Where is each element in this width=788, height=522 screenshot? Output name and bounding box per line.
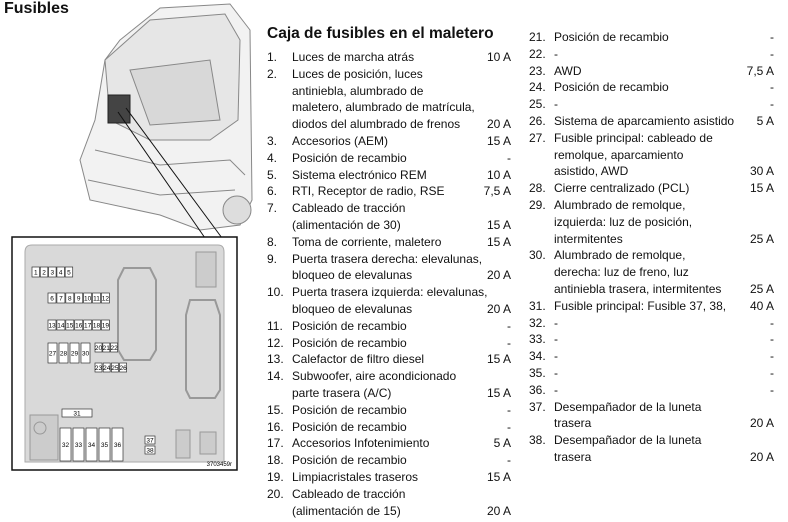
- fuse-description: -: [554, 332, 558, 347]
- fuse-entry: [529, 79, 774, 96]
- fuse-entry: [529, 113, 774, 130]
- fuse-entry: [267, 66, 511, 133]
- fuse-amperage: 20 A: [749, 416, 774, 431]
- fuse-amperage: 15 A: [486, 469, 511, 484]
- fuse-entry: [267, 351, 511, 368]
- fuse-number: 14.: [267, 369, 284, 384]
- fuse-entry: [529, 29, 774, 46]
- fuse-number: 37.: [529, 399, 546, 414]
- fuse-number: 21.: [529, 30, 546, 44]
- fuse-entry: [529, 197, 774, 247]
- fuse-description: Sistema de aparcamiento asistido: [554, 113, 735, 128]
- fuse-entry: [267, 200, 511, 234]
- fuse-slot-label: 36: [113, 442, 122, 449]
- fuse-number: 2.: [267, 66, 278, 81]
- fuse-amperage: 15 A: [486, 385, 511, 400]
- fuse-slot-label: 7: [59, 295, 63, 303]
- fuse-slot-label: 4: [58, 269, 63, 277]
- fuse-description: Posición de recambio: [292, 335, 407, 350]
- fuse-number: 36.: [529, 382, 546, 397]
- fuse-description: Cableado de tracción (alimentación de 30): [292, 201, 406, 232]
- fuse-entry: [267, 167, 511, 184]
- fuse-list-heading: Caja de fusibles en el maletero: [267, 25, 494, 42]
- fuse-amperage: -: [770, 349, 774, 364]
- fuse-amperage: 10 A: [486, 167, 511, 182]
- fuse-slot-label: 15: [66, 322, 74, 330]
- fuse-description: Posición de recambio: [554, 80, 669, 95]
- fuse-description: Cableado de tracción (alimentación de 15): [292, 486, 406, 518]
- fuse-number: 30.: [529, 248, 546, 263]
- fuse-description: Desempañador de la luneta trasera: [554, 433, 702, 464]
- fuse-slot-label: 1: [33, 269, 38, 277]
- fuse-entry: [529, 348, 774, 365]
- fuse-amperage: -: [770, 46, 774, 61]
- fuse-slot-label: 12: [101, 295, 110, 303]
- fuse-amperage: 5 A: [493, 436, 511, 451]
- fuse-entry: [267, 435, 511, 452]
- fuse-amperage: -: [507, 318, 511, 333]
- fuse-amperage: 7,5 A: [483, 184, 511, 199]
- fuse-number: 25.: [529, 97, 546, 112]
- fuse-amperage: 20 A: [486, 301, 511, 316]
- fuse-entry: [529, 315, 774, 332]
- fuse-description: Calefactor de filtro diesel: [292, 352, 425, 367]
- fuse-number: 20.: [267, 486, 284, 501]
- fuse-entry: [267, 318, 511, 335]
- fuse-number: 3.: [267, 133, 278, 148]
- fuse-entry: [267, 251, 511, 285]
- fuse-amperage: -: [507, 150, 511, 165]
- fuse-entry: [529, 382, 774, 399]
- fuse-number: 38.: [529, 433, 546, 448]
- fuse-slot-label: 25: [111, 365, 119, 372]
- fuse-entry: [529, 298, 774, 315]
- fuse-description: Sistema electrónico REM: [292, 167, 427, 182]
- fuse-amperage: 20 A: [749, 449, 774, 464]
- fuse-amperage: 20 A: [486, 268, 511, 283]
- fuse-number: 17.: [267, 436, 284, 451]
- fuse-number: 6.: [267, 184, 278, 199]
- fuse-amperage: -: [507, 453, 511, 468]
- fuse-description: AWD: [554, 63, 582, 78]
- fuse-number: 9.: [267, 251, 278, 266]
- fuse-entry: [529, 96, 774, 113]
- fuse-number: 34.: [529, 349, 546, 364]
- fuse-description: Luces de marcha atrás: [292, 50, 415, 64]
- fuse-slot-label: 2: [42, 269, 46, 277]
- fuse-entry: [529, 399, 774, 433]
- fuse-slot-label: 29: [70, 350, 79, 358]
- fuse-description: Cierre centralizado (PCL): [554, 181, 690, 196]
- fuse-entry: [267, 133, 511, 150]
- fuse-entry: [267, 419, 511, 436]
- fuse-description: Alumbrado de remolque, derecha: luz de freno, luz antiniebla trasera, intermitentes: [554, 248, 722, 296]
- fuse-amperage: 15 A: [486, 217, 511, 232]
- fuse-slot-label: 13: [48, 322, 56, 330]
- fuse-entry: [529, 432, 774, 466]
- fuse-amperage: 5 A: [756, 113, 774, 128]
- car-illustration: [0, 0, 262, 240]
- fuse-description: Alumbrado de remolque, izquierda: luz de posición, intermitentes: [554, 197, 693, 246]
- fuse-entry: [529, 331, 774, 348]
- fuse-description: -: [554, 46, 558, 61]
- fuse-entry: [529, 247, 774, 297]
- fuse-number: 1.: [267, 50, 278, 64]
- fuse-number: 10.: [267, 285, 284, 300]
- fuse-entry: [267, 150, 511, 167]
- fuse-slot-label: 37: [146, 437, 154, 445]
- fuse-number: 27.: [529, 130, 546, 145]
- fuse-number: 26.: [529, 113, 546, 128]
- fuse-amperage: 30 A: [749, 164, 774, 179]
- fuse-entry: [267, 335, 511, 352]
- fuse-slot-label: 34: [87, 442, 96, 449]
- fuse-slot-label: 11: [93, 295, 100, 303]
- fuse-slot-label: 8: [67, 295, 72, 303]
- fuse-entry: [267, 486, 511, 520]
- fuse-number: 19.: [267, 469, 284, 484]
- fuse-slot-label: 28: [59, 350, 68, 358]
- fuse-description: Posición de recambio: [292, 402, 407, 417]
- fuse-description: Accesorios Infotenimiento: [292, 436, 430, 451]
- fuse-slot-label: 6: [50, 295, 54, 303]
- fuse-slot-label: 32: [61, 442, 70, 449]
- fuse-description: Fusible principal: Fusible 37, 38,: [554, 298, 727, 313]
- fuse-entry: [529, 180, 774, 197]
- fuse-description: Posición de recambio: [292, 318, 407, 333]
- fuse-entry: [267, 49, 511, 66]
- fuse-slot-label: 21: [102, 345, 110, 352]
- fuse-number: 12.: [267, 335, 284, 350]
- fuse-number: 29.: [529, 197, 546, 212]
- fuse-amperage: -: [770, 80, 774, 95]
- fuse-description: Puerta trasera izquierda: elevalunas, bloqueo de elevalunas: [292, 285, 488, 316]
- fuse-amperage: -: [770, 382, 774, 397]
- fuse-entry: [267, 284, 511, 318]
- fuse-slot-label: 38: [146, 447, 154, 455]
- fuse-entry: [267, 469, 511, 486]
- fuse-number: 5.: [267, 167, 278, 182]
- fuse-amperage: -: [770, 365, 774, 380]
- fuse-entry: [267, 402, 511, 419]
- fuse-slot-label: 22: [110, 345, 118, 352]
- fuse-amperage: -: [507, 335, 511, 350]
- fuse-number: 7.: [267, 201, 278, 216]
- fuse-number: 15.: [267, 402, 284, 417]
- fuse-amperage: 10 A: [486, 50, 511, 64]
- fuse-entry: [267, 368, 511, 402]
- fuse-number: 22.: [529, 46, 546, 61]
- fuse-amperage: 15 A: [486, 352, 511, 367]
- fuse-number: 24.: [529, 80, 546, 95]
- fuse-amperage: 40 A: [749, 298, 774, 313]
- fuse-slot-label: 35: [100, 442, 109, 449]
- fuse-description: RTI, Receptor de radio, RSE: [292, 184, 445, 199]
- fuse-number: 11.: [267, 318, 283, 333]
- fuse-description: -: [554, 365, 558, 380]
- fuse-entry: [267, 452, 511, 469]
- fuse-description: Luces de posición, luces antiniebla, alumbrado de maletero, alumbrado de matrícula, diodos del alumbrado de frenos: [292, 66, 475, 132]
- fuse-slot-label: 9: [76, 295, 81, 303]
- fuse-number: 31.: [529, 298, 546, 313]
- fuse-slot-label: 5: [67, 269, 71, 277]
- diagram-code: 3703459r: [206, 462, 232, 468]
- fuse-description: -: [554, 97, 558, 112]
- fuse-slot-label: 20: [94, 345, 103, 352]
- fuse-amperage: 15 A: [486, 234, 511, 249]
- fuse-description: Subwoofer, aire acondicionado parte trasera (A/C): [292, 369, 457, 400]
- fuse-slot-label: 24: [103, 365, 111, 372]
- fuse-slot-label: 33: [74, 442, 83, 449]
- fuse-slot-label: 14: [57, 322, 65, 330]
- fuse-amperage: -: [770, 97, 774, 112]
- fuse-number: 28.: [529, 181, 546, 196]
- fuse-description: Posición de recambio: [292, 150, 407, 165]
- fuse-amperage: 20 A: [486, 117, 511, 132]
- fuse-slot-label: 31: [73, 410, 81, 418]
- fuse-box-diagram: [0, 230, 262, 480]
- fuse-number: 35.: [529, 365, 546, 380]
- fuse-amperage: 7,5 A: [746, 63, 774, 78]
- fuse-amperage: -: [770, 315, 774, 330]
- fuse-amperage: -: [507, 419, 511, 434]
- fuse-description: Limpiacristales traseros: [292, 469, 419, 484]
- fuse-description: -: [554, 315, 558, 330]
- fuse-description: Accesorios (AEM): [292, 133, 389, 148]
- fuse-amperage: 25 A: [749, 231, 774, 246]
- fuse-entry: [529, 130, 774, 180]
- fuse-number: 13.: [267, 352, 284, 367]
- fuse-slot-label: 27: [48, 350, 57, 358]
- fuse-amperage: 20 A: [486, 503, 511, 518]
- fuse-description: Puerta trasera derecha: elevalunas, bloqueo de elevalunas: [292, 251, 483, 283]
- fuse-entry: [529, 63, 774, 80]
- fuse-entry: [529, 365, 774, 382]
- fuse-description: Posición de recambio: [554, 30, 669, 44]
- fuse-description: Posición de recambio: [292, 419, 407, 434]
- fuse-description: -: [554, 382, 558, 397]
- fuse-list-left: [267, 49, 511, 519]
- fuse-amperage: -: [770, 30, 774, 44]
- fuse-description: Toma de corriente, maletero: [292, 234, 442, 249]
- fuse-amperage: 15 A: [486, 133, 511, 148]
- fuse-number: 33.: [529, 332, 546, 347]
- fuse-slot-label: 10: [83, 295, 92, 303]
- fuse-description: Desempañador de la luneta trasera: [554, 399, 702, 431]
- section-title: Fusibles: [4, 0, 69, 17]
- fuse-amperage: 15 A: [749, 181, 774, 196]
- fuse-entry: [529, 46, 774, 63]
- fuse-number: 18.: [267, 453, 284, 468]
- fuse-entry: [267, 234, 511, 251]
- fuse-slot-label: 16: [75, 322, 83, 330]
- fuse-slot-label: 26: [119, 365, 127, 372]
- fuse-slot-label: 19: [101, 322, 110, 330]
- fuse-slot-label: 23: [94, 365, 103, 372]
- fuse-entry: [267, 183, 511, 200]
- fuse-number: 8.: [267, 234, 278, 249]
- fuse-amperage: -: [770, 332, 774, 347]
- fuse-amperage: 25 A: [749, 281, 774, 296]
- fuse-list-right: [529, 29, 774, 466]
- fuse-number: 32.: [529, 315, 546, 330]
- fuse-description: Posición de recambio: [292, 453, 407, 468]
- fuse-description: Fusible principal: cableado de remolque, aparcamiento asistido, AWD: [554, 130, 713, 179]
- fuse-number: 23.: [529, 63, 546, 78]
- fuse-slot-label: 17: [83, 322, 92, 330]
- fuse-number: 4.: [267, 150, 278, 165]
- fuse-slot-label: 30: [81, 350, 90, 358]
- fuse-slot-label: 3: [50, 269, 55, 277]
- fuse-slot-label: 18: [92, 322, 101, 330]
- fuse-description: -: [554, 349, 558, 364]
- fuse-number: 16.: [267, 419, 284, 434]
- fuse-amperage: -: [507, 402, 511, 417]
